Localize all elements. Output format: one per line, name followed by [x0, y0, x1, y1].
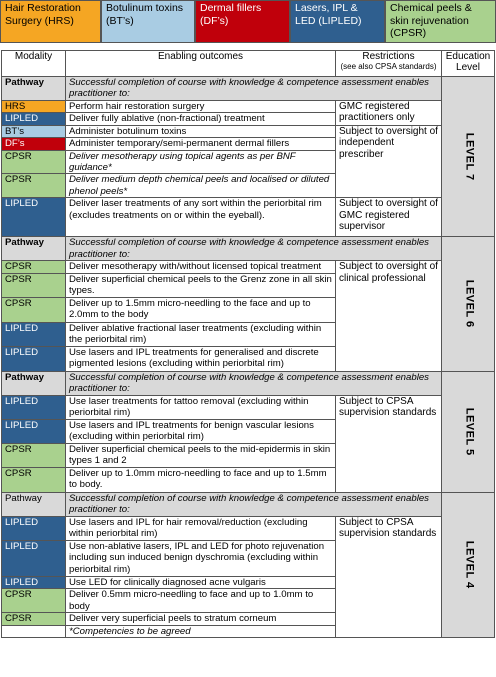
- outcome-text: Deliver up to 1.0mm micro-needling to face and up to 1.5mm to body.: [66, 467, 336, 492]
- header-education: Education Level: [442, 51, 495, 77]
- modality-cell: CPSR: [2, 443, 66, 467]
- modality-cell: LIPLED: [2, 540, 66, 576]
- outcome-row: [2, 395, 495, 419]
- outcome-text: Deliver superficial chemical peels to the Grenz zone in all skin types.: [66, 273, 336, 297]
- education-level: [442, 371, 495, 492]
- pathway-row: [2, 492, 495, 516]
- table-header-row: [2, 51, 495, 77]
- outcome-text: Administer temporary/semi-permanent dermal fillers: [66, 138, 336, 150]
- level-label: LEVEL 5: [463, 407, 476, 456]
- outcome-row: [2, 101, 495, 113]
- modality-cell: LIPLED: [2, 576, 66, 588]
- legend-item: Chemical peels & skin rejuvenation (CPSR): [385, 0, 496, 43]
- modality-cell: LIPLED: [2, 346, 66, 371]
- modality-legend: [0, 0, 496, 43]
- pathway-label: Pathway: [2, 492, 66, 516]
- outcome-text: Deliver 0.5mm micro-needling to face and up to 1.0mm to body: [66, 589, 336, 613]
- legend-item: Botulinum toxins (BT’s): [101, 0, 195, 43]
- modality-cell: CPSR: [2, 297, 66, 322]
- outcome-text: Deliver mesotherapy with/without licensed topical treatment: [66, 261, 336, 273]
- modality-cell: LIPLED: [2, 395, 66, 419]
- modality-cell: LIPLED: [2, 113, 66, 125]
- education-level: [442, 77, 495, 237]
- modality-cell: LIPLED: [2, 198, 66, 237]
- outcome-row: [2, 516, 495, 540]
- restriction-cell: Subject to CPSA supervision standards: [336, 516, 442, 637]
- restriction-cell: Subject to oversight of clinical professional: [336, 261, 442, 371]
- legend-item: Dermal fillers (DF’s): [195, 0, 290, 43]
- restriction-cell: Subject to CPSA supervision standards: [336, 395, 442, 492]
- modality-cell: DF’s: [2, 138, 66, 150]
- outcome-row: [2, 125, 495, 137]
- outcome-text: Use lasers and IPL treatments for benign vascular lesions (excluding within periorbital rim): [66, 419, 336, 443]
- modality-cell: CPSR: [2, 174, 66, 198]
- outcome-text: Deliver ablative fractional laser treatments (excluding within the periorbital rim): [66, 322, 336, 346]
- modality-cell: HRS: [2, 101, 66, 113]
- modality-cell: LIPLED: [2, 516, 66, 540]
- header-restrictions: [336, 51, 442, 77]
- outcome-text: Deliver medium depth chemical peels and localised or diluted phenol peels*: [66, 174, 336, 198]
- pathway-text: Successful completion of course with knowledge & competence assessment enables practitioner to:: [66, 371, 442, 395]
- outcome-row: [2, 261, 495, 273]
- modality-cell: CPSR: [2, 273, 66, 297]
- modality-cell: CPSR: [2, 613, 66, 625]
- outcome-text: Deliver laser treatments of any sort within the periorbital rim (excludes treatments on or within the eyeball).: [66, 198, 336, 237]
- modality-cell: LIPLED: [2, 322, 66, 346]
- pathway-label: Pathway: [2, 237, 66, 261]
- header-restrictions-note: (see also CPSA standards): [340, 62, 437, 72]
- modality-cell: [2, 625, 66, 637]
- outcome-text: Use lasers and IPL treatments for generalised and discrete pigmented lesions (excluding within periorbital rim): [66, 346, 336, 371]
- outcome-text: Use LED for clinically diagnosed acne vulgaris: [66, 576, 336, 588]
- header-outcomes: Enabling outcomes: [66, 51, 336, 77]
- restriction-cell: GMC registered practitioners only: [336, 101, 442, 126]
- legend-item: Hair Restoration Surgery (HRS): [0, 0, 101, 43]
- pathway-text: Successful completion of course with knowledge & competence assessment enables practitioner to:: [66, 237, 442, 261]
- competency-table: [1, 50, 495, 638]
- modality-cell: BT’s: [2, 125, 66, 137]
- outcome-text: Deliver up to 1.5mm micro-needling to the face and up to 2.0mm to the body: [66, 297, 336, 322]
- header-modality: Modality: [2, 51, 66, 77]
- outcome-text: Deliver fully ablative (non-fractional) treatment: [66, 113, 336, 125]
- pathway-row: [2, 77, 495, 101]
- outcome-text: Use non-ablative lasers, IPL and LED for photo rejuvenation including sun induced benign dyschromia (excluding within periorbital rim): [66, 540, 336, 576]
- pathway-text: Successful completion of course with knowledge & competence assessment enables practitioner to:: [66, 492, 442, 516]
- pathway-label: Pathway: [2, 371, 66, 395]
- outcome-text: Deliver superficial chemical peels to the mid-epidermis in skin types 1 and 2: [66, 443, 336, 467]
- pathway-text: Successful completion of course with knowledge & competence assessment enables practitioner to:: [66, 77, 442, 101]
- level-label: LEVEL 7: [463, 132, 476, 181]
- outcome-text: Deliver very superficial peels to stratum corneum: [66, 613, 336, 625]
- pathway-label: Pathway: [2, 77, 66, 101]
- education-level: [442, 492, 495, 637]
- level-label: LEVEL 6: [463, 280, 476, 329]
- outcome-text: Deliver mesotherapy using topical agents as per BNF guidance*: [66, 150, 336, 174]
- outcome-text: *Competencies to be agreed: [66, 625, 336, 637]
- outcome-text: Administer botulinum toxins: [66, 125, 336, 137]
- level-label: LEVEL 4: [463, 540, 476, 589]
- pathway-row: [2, 237, 495, 261]
- outcome-text: Use laser treatments for tattoo removal (excluding within periorbital rim): [66, 395, 336, 419]
- modality-cell: CPSR: [2, 589, 66, 613]
- outcome-text: Perform hair restoration surgery: [66, 101, 336, 113]
- pathway-row: [2, 371, 495, 395]
- header-restrictions-title: Restrictions: [362, 51, 415, 62]
- restriction-cell: Subject to oversight of GMC registered supervisor: [336, 198, 442, 237]
- modality-cell: CPSR: [2, 150, 66, 174]
- modality-cell: LIPLED: [2, 419, 66, 443]
- outcome-row: [2, 198, 495, 237]
- restriction-cell: Subject to oversight of independent prescriber: [336, 125, 442, 198]
- outcome-text: Use lasers and IPL for hair removal/reduction (excluding within periorbital rim): [66, 516, 336, 540]
- education-level: [442, 237, 495, 371]
- modality-cell: CPSR: [2, 467, 66, 492]
- legend-item: Lasers, IPL & LED (LIPLED): [290, 0, 385, 43]
- modality-cell: CPSR: [2, 261, 66, 273]
